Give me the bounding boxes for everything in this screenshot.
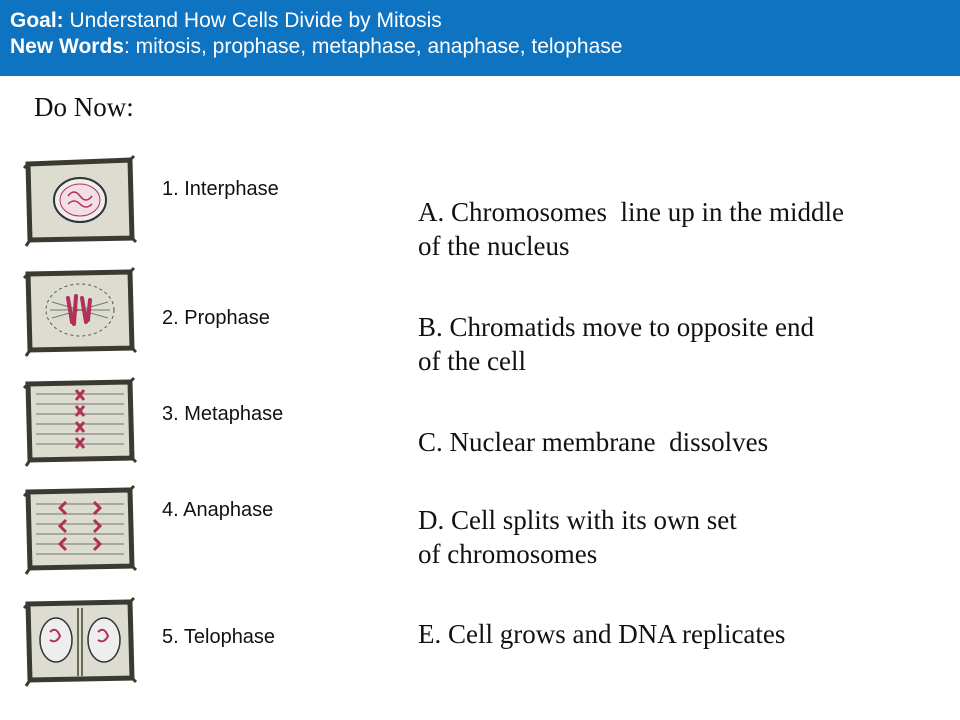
- phase-label-interphase: 1. Interphase: [162, 178, 279, 200]
- new-words-text: : mitosis, prophase, metaphase, anaphase, telophase: [123, 35, 623, 58]
- goal-label: Goal:: [10, 9, 64, 32]
- interphase-cell-icon: [20, 150, 138, 250]
- metaphase-cell-icon: [20, 372, 138, 472]
- anaphase-cell-icon: [20, 480, 138, 580]
- description-c-line1: C. Nuclear membrane dissolves: [418, 427, 769, 457]
- description-b-line2: of the cell: [418, 346, 526, 376]
- goal-text: Understand How Cells Divide by Mitosis: [63, 9, 442, 32]
- do-now-heading: Do Now:: [34, 92, 134, 122]
- description-a: [418, 195, 938, 263]
- prophase-cell-icon: [20, 262, 138, 362]
- description-d-line2: of chromosomes: [418, 539, 598, 569]
- phase-label-metaphase: 3. Metaphase: [162, 403, 284, 425]
- description-a-line1: A. Chromosomes line up in the middle: [418, 197, 844, 227]
- goal-line: [10, 8, 960, 34]
- description-c: [418, 425, 938, 459]
- new-words-label: New Words: [10, 35, 124, 58]
- description-d-line1: D. Cell splits with its own set: [418, 505, 737, 535]
- description-e: [418, 617, 938, 651]
- description-e-line1: E. Cell grows and DNA replicates: [418, 619, 786, 649]
- description-b-line1: B. Chromatids move to opposite end: [418, 312, 814, 342]
- description-b: [418, 310, 938, 378]
- phase-label-telophase: 5. Telophase: [162, 626, 276, 648]
- telophase-cell-icon: [20, 592, 138, 692]
- description-d: [418, 503, 938, 571]
- phase-label-anaphase: 4. Anaphase: [162, 499, 274, 521]
- phase-label-prophase: 2. Prophase: [162, 307, 270, 329]
- new-words-line: [10, 34, 960, 60]
- description-a-line2: of the nucleus: [418, 231, 570, 261]
- header-banner: [0, 0, 960, 76]
